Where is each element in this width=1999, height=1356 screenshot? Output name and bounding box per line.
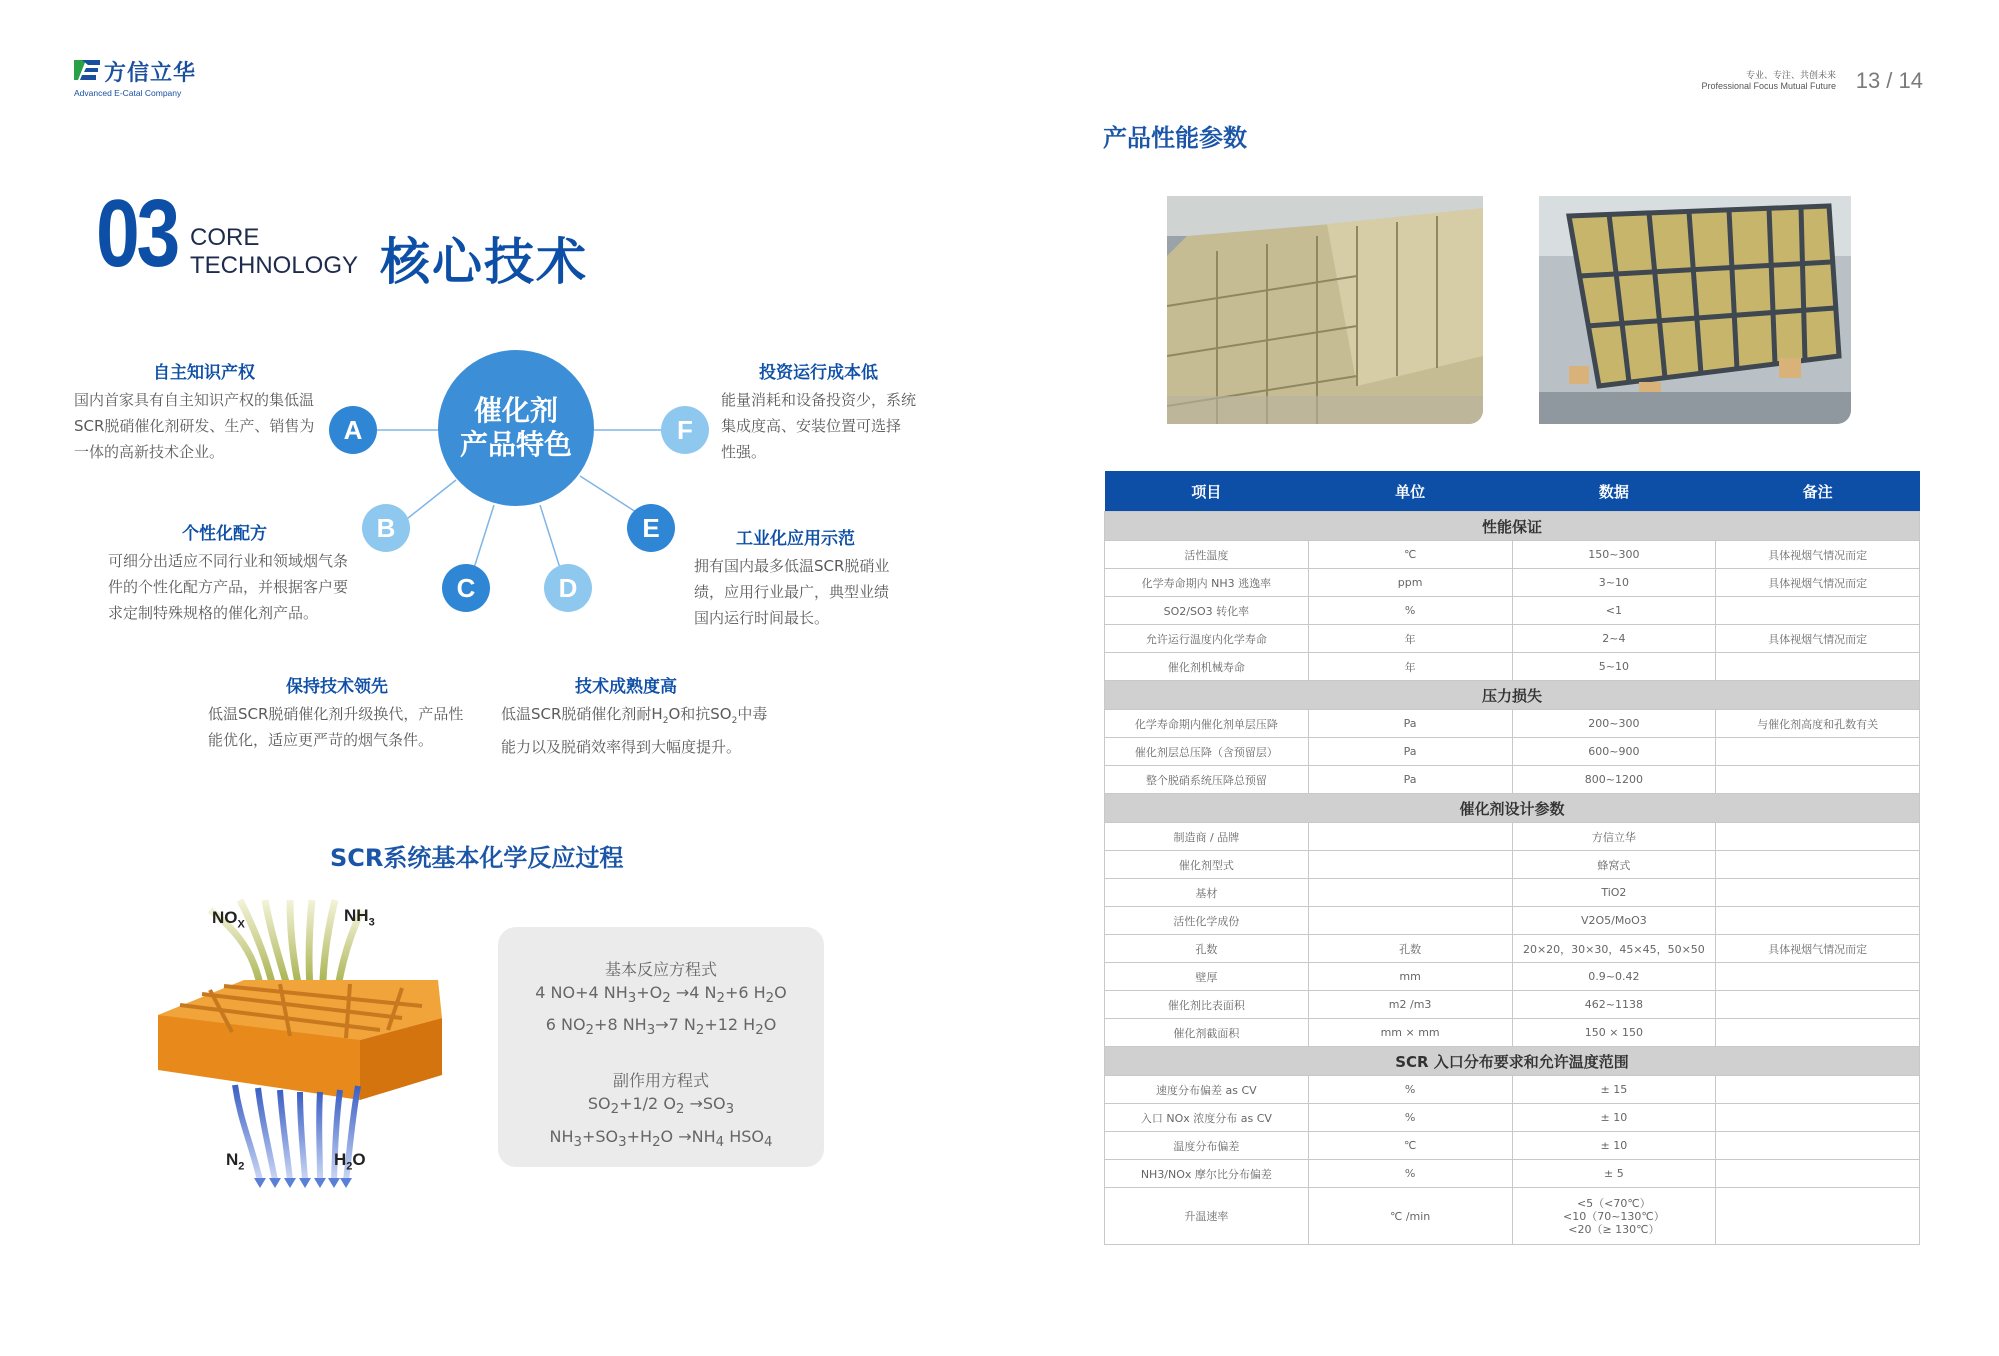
table-row: 升温速率 ℃ /min <5（<70℃） <10（70~130℃） <20（≥ 130℃）: [1105, 1188, 1920, 1245]
equation-3: $SO_2+1/2$ $O_2 \to SO_3$: [587, 1094, 735, 1118]
node-b: B: [362, 504, 410, 552]
feature-b-line2: 件的个性化配方产品，并根据客户要: [108, 578, 349, 596]
label-h2o: $H_2O$: [334, 1150, 366, 1173]
section-title-en-line1: CORE: [190, 224, 260, 251]
group-row: 压力损失: [1105, 681, 1920, 710]
feature-a-line1: 国内首家具有自主知识产权的集低温: [74, 391, 315, 409]
label-nh3: $NH_3$: [344, 906, 375, 929]
equation-2: 6 $NO_2+8$ $NH_3\to 7$ $N_2+12$ $H_2O$: [545, 1015, 777, 1039]
slogan: [1701, 70, 1836, 92]
table-row: 催化剂截面积 mm × mm 150 × 150: [1105, 1019, 1920, 1047]
table-row: 孔数 孔数 20×20，30×30，45×45，50×50 具体视烟气情况而定: [1105, 935, 1920, 963]
brand-subtitle: Advanced E-Catal Company: [74, 88, 182, 98]
header-item: 项目: [1105, 471, 1309, 512]
feature-b-line1: 可细分出适应不同行业和领域烟气条: [108, 552, 349, 570]
feature-c-line1: 低温SCR脱硝催化剂升级换代，产品性: [208, 705, 464, 723]
section-number: 03: [96, 180, 178, 287]
table-row: 基材 TiO2: [1105, 879, 1920, 907]
node-e: E: [627, 504, 675, 552]
feature-c-line2: 能优化，适应更严苛的烟气条件。: [208, 731, 434, 749]
hub-line2: 产品特色: [459, 428, 572, 461]
table-row: 化学寿命期内催化剂单层压降 Pa 200~300 与催化剂高度和孔数有关: [1105, 710, 1920, 738]
table-row: NH3/NOx 摩尔比分布偏差 % ± 5: [1105, 1160, 1920, 1188]
group-row: 性能保证: [1105, 512, 1920, 541]
label-n2: $N_2$: [226, 1150, 245, 1173]
feature-f-line3: 性强。: [721, 443, 767, 461]
table-row: 入口 NOx 浓度分布 as CV % ± 10: [1105, 1104, 1920, 1132]
equation-1: 4 NO+4 $NH_3+O_2 \to 4$ $N_2+6$ $H_2O$: [535, 983, 787, 1007]
feature-f-line2: 集成度高、安装位置可选择: [721, 417, 902, 435]
label-nox: $NO_X$: [212, 908, 245, 931]
feature-f-title: 投资运行成本低: [759, 363, 878, 383]
section-title-cn: 核心技术: [380, 233, 588, 291]
feature-e: [694, 524, 934, 631]
page-number: 13 / 14: [1855, 68, 1923, 93]
section-title-en-line2: TECHNOLOGY: [190, 252, 359, 279]
table-row: 速度分布偏差 as CV % ± 15: [1105, 1076, 1920, 1104]
feature-a-line2: SCR脱硝催化剂研发、生产、销售为: [74, 417, 315, 435]
feature-e-line2: 绩，应用行业最广，典型业绩: [694, 583, 890, 601]
feature-f-line1: 能量消耗和设备投资少，系统: [721, 391, 917, 409]
node-c: C: [442, 564, 490, 612]
feature-a: [74, 358, 334, 465]
feature-e-title: 工业化应用示范: [736, 529, 855, 549]
feature-d-line1: 低温SCR脱硝催化剂耐$H_2O$和抗$SO_2$中毒: [501, 705, 768, 726]
table-row: 催化剂层总压降（含预留层） Pa 600~900: [1105, 738, 1920, 766]
hub-circle: [438, 350, 594, 506]
feature-f: [721, 358, 961, 465]
feature-d: [501, 672, 801, 760]
hub-line1: 催化剂: [473, 394, 558, 427]
table-row: 制造商 / 品牌 方信立华: [1105, 823, 1920, 851]
table-row: 活性温度 ℃ 150~300 具体视烟气情况而定: [1105, 541, 1920, 569]
right-title: 产品性能参数: [1103, 124, 1247, 152]
table-row: 温度分布偏差 ℃ ± 10: [1105, 1132, 1920, 1160]
feature-c-title: 保持技术领先: [286, 677, 388, 697]
basic-equation-title: 基本反应方程式: [604, 960, 717, 979]
feature-d-line2: 能力以及脱硝效率得到大幅度提升。: [501, 738, 742, 756]
spec-table-header: [1105, 471, 1920, 512]
node-f: F: [661, 406, 709, 454]
feature-b: [108, 519, 368, 626]
feature-a-line3: 一体的高新技术企业。: [74, 443, 225, 461]
header-data: 数据: [1512, 471, 1716, 512]
group-row: 催化剂设计参数: [1105, 794, 1920, 823]
table-row: 壁厚 mm 0.9~0.42: [1105, 963, 1920, 991]
equation-4: $NH_3+SO_3+H_2O \to NH_4$ $HSO_4$: [549, 1126, 773, 1150]
feature-b-line3: 求定制特殊规格的催化剂产品。: [108, 604, 319, 622]
node-d: D: [544, 564, 592, 612]
table-row: SO2/SO3 转化率 % <1: [1105, 597, 1920, 625]
slogan-cn: 专业、专注、共创未来: [1745, 70, 1836, 80]
feature-d-title: 技术成熟度高: [575, 677, 677, 697]
slogan-en: Professional Focus Mutual Future: [1701, 81, 1836, 91]
table-row: 催化剂型式 蜂窝式: [1105, 851, 1920, 879]
photo-catalyst-module: [1539, 196, 1851, 424]
feature-a-title: 自主知识产权: [153, 363, 255, 383]
table-row: 催化剂机械寿命 年 5~10: [1105, 653, 1920, 681]
header-note: 备注: [1716, 471, 1920, 512]
table-row: 允许运行温度内化学寿命 年 2~4 具体视烟气情况而定: [1105, 625, 1920, 653]
node-a: A: [329, 406, 377, 454]
table-row: 催化剂比表面积 m2 /m3 462~1138: [1105, 991, 1920, 1019]
scr-title: SCR系统基本化学反应过程: [330, 844, 624, 872]
feature-b-title: 个性化配方: [182, 524, 267, 544]
table-row: 活性化学成份 V2O5/MoO3: [1105, 907, 1920, 935]
equation-box: [498, 927, 824, 1167]
feature-e-line3: 国内运行时间最长。: [694, 609, 830, 627]
feature-c: [208, 672, 488, 753]
photo-catalyst-stack: [1167, 196, 1483, 424]
scr-reaction-diagram: [140, 880, 470, 1200]
side-equation-title: 副作用方程式: [612, 1071, 709, 1091]
table-row: 化学寿命期内 NH3 逃逸率 ppm 3~10 具体视烟气情况而定: [1105, 569, 1920, 597]
feature-e-line1: 拥有国内最多低温SCR脱硝业: [694, 557, 890, 575]
header-unit: 单位: [1308, 471, 1512, 512]
brand-name: 方信立华: [104, 61, 197, 86]
group-row: SCR 入口分布要求和允许温度范围: [1105, 1047, 1920, 1076]
spec-table: [1104, 471, 1920, 1245]
table-row: 整个脱硝系统压降总预留 Pa 800~1200: [1105, 766, 1920, 794]
